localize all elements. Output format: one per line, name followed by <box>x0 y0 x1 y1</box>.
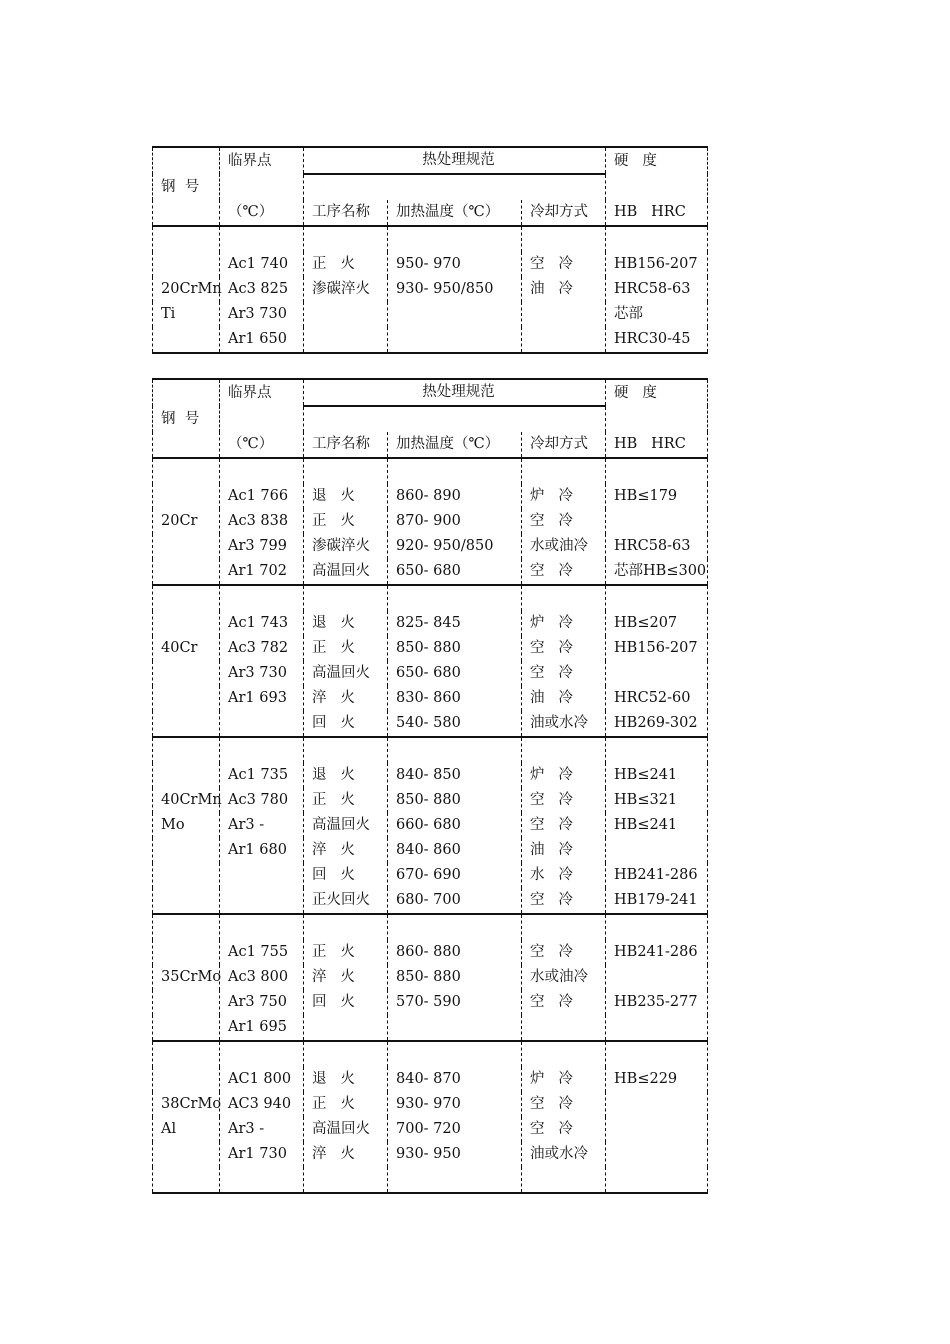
cell-temp <box>388 1015 522 1041</box>
cell-process: 淬 火 <box>304 965 388 990</box>
block-spacer <box>153 1041 708 1067</box>
block-spacer <box>153 458 708 484</box>
cell-steel: 40CrMn <box>153 788 220 813</box>
header-critical: 临界点 <box>220 147 304 174</box>
cell-cooling: 炉 冷 <box>522 1067 606 1092</box>
cell-steel: Al <box>153 1117 220 1142</box>
cell-temp: 930- 950 <box>388 1142 522 1167</box>
cell-hardness: HB179-241 <box>606 888 708 914</box>
table-row <box>153 636 708 661</box>
cell-temp: 670- 690 <box>388 863 522 888</box>
cell-hardness <box>606 838 708 863</box>
cell-critical <box>220 352 304 353</box>
cell-process: 回 火 <box>304 711 388 737</box>
cell-cooling: 油 冷 <box>522 277 606 302</box>
cell-hardness: HRC52-60 <box>606 686 708 711</box>
cell-temp <box>388 352 522 353</box>
cell-steel <box>153 1015 220 1041</box>
cell-steel <box>153 863 220 888</box>
cell-process: 退 火 <box>304 763 388 788</box>
block-spacer <box>153 737 708 763</box>
cell-steel: 20Cr <box>153 509 220 534</box>
cell-temp: 840- 870 <box>388 1067 522 1092</box>
cell-critical: Ac1 735 <box>220 763 304 788</box>
cell-critical: Ac1 755 <box>220 940 304 965</box>
cell-steel <box>153 484 220 509</box>
cell-temp: 860- 880 <box>388 940 522 965</box>
cell-temp: 850- 880 <box>388 965 522 990</box>
table1-body <box>153 226 708 353</box>
cell-process: 回 火 <box>304 863 388 888</box>
cell-temp: 660- 680 <box>388 813 522 838</box>
cell-hardness: HB≤241 <box>606 763 708 788</box>
cell-hardness: HB≤179 <box>606 484 708 509</box>
table-row <box>153 686 708 711</box>
cell-hardness: HB241-286 <box>606 863 708 888</box>
cell-process: 正 火 <box>304 1092 388 1117</box>
cell-cooling: 水或油冷 <box>522 965 606 990</box>
cell-hardness: HRC58-63 <box>606 534 708 559</box>
cell-cooling: 空 冷 <box>522 888 606 914</box>
cell-hardness: 芯部HB≤300 <box>606 559 708 585</box>
header-cooling: 冷却方式 <box>522 432 606 458</box>
cell-cooling: 空 冷 <box>522 813 606 838</box>
cell-temp: 850- 880 <box>388 788 522 813</box>
cell-critical: Ar1 695 <box>220 1015 304 1041</box>
cell-steel <box>153 888 220 914</box>
cell-cooling: 炉 冷 <box>522 763 606 788</box>
cell-steel <box>153 611 220 636</box>
heat-treatment-table-1 <box>152 146 708 354</box>
cell-steel <box>153 990 220 1015</box>
cell-cooling: 空 冷 <box>522 661 606 686</box>
table-row <box>153 1142 708 1167</box>
cell-critical: Ar1 680 <box>220 838 304 863</box>
cell-critical: Ac1 743 <box>220 611 304 636</box>
cell-hardness: HB≤321 <box>606 788 708 813</box>
cell-temp: 830- 860 <box>388 686 522 711</box>
header-hardness: 硬 度 <box>606 379 708 406</box>
cell-hardness <box>606 509 708 534</box>
cell-process: 高温回火 <box>304 1117 388 1142</box>
cell-critical: Ac3 782 <box>220 636 304 661</box>
cell-cooling: 水或油冷 <box>522 534 606 559</box>
cell-steel <box>153 661 220 686</box>
heat-treatment-table-2 <box>152 378 708 1194</box>
cell-hardness <box>606 965 708 990</box>
cell-cooling: 空 冷 <box>522 788 606 813</box>
cell-steel <box>153 1067 220 1092</box>
cell-process <box>304 302 388 327</box>
cell-cooling: 空 冷 <box>522 940 606 965</box>
cell-process: 渗碳淬火 <box>304 277 388 302</box>
cell-cooling: 油 冷 <box>522 686 606 711</box>
header-process: 工序名称 <box>304 432 388 458</box>
cell-critical: Ar1 702 <box>220 559 304 585</box>
header-hb-hrc: HB HRC <box>606 432 708 458</box>
cell-steel <box>153 559 220 585</box>
cell-hardness: 芯部 <box>606 302 708 327</box>
cell-temp: 950- 970 <box>388 252 522 277</box>
cell-cooling: 炉 冷 <box>522 484 606 509</box>
table-row <box>153 1015 708 1041</box>
table-row <box>153 252 708 277</box>
table-row <box>153 838 708 863</box>
table-row <box>153 559 708 585</box>
cell-hardness: HB241-286 <box>606 940 708 965</box>
cell-process: 高温回火 <box>304 813 388 838</box>
cell-process: 退 火 <box>304 1067 388 1092</box>
table2-header <box>153 379 708 458</box>
header-hardness: 硬 度 <box>606 147 708 174</box>
cell-critical: Ar1 693 <box>220 686 304 711</box>
cell-hardness: HB156-207 <box>606 252 708 277</box>
cell-process: 正 火 <box>304 252 388 277</box>
cell-cooling <box>522 1015 606 1041</box>
cell-critical: Ac3 838 <box>220 509 304 534</box>
table-row <box>153 484 708 509</box>
cell-hardness <box>606 1142 708 1167</box>
cell-critical: Ac1 740 <box>220 252 304 277</box>
cell-critical <box>220 863 304 888</box>
cell-cooling: 空 冷 <box>522 559 606 585</box>
cell-temp: 680- 700 <box>388 888 522 914</box>
cell-process: 回 火 <box>304 990 388 1015</box>
cell-critical: Ar3 750 <box>220 990 304 1015</box>
cell-temp: 920- 950/850 <box>388 534 522 559</box>
header-temp: 加热温度（℃） <box>388 432 522 458</box>
cell-hardness: HB156-207 <box>606 636 708 661</box>
cell-temp <box>388 327 522 352</box>
cell-critical: AC3 940 <box>220 1092 304 1117</box>
cell-hardness <box>606 1015 708 1041</box>
cell-cooling <box>522 327 606 352</box>
cell-critical: Ar3 730 <box>220 661 304 686</box>
table-row <box>153 302 708 327</box>
cell-steel: 38CrMo <box>153 1092 220 1117</box>
table-row <box>153 763 708 788</box>
cell-critical: Ar3 - <box>220 1117 304 1142</box>
cell-cooling <box>522 352 606 353</box>
header-temp: 加热温度（℃） <box>388 200 522 226</box>
cell-temp: 700- 720 <box>388 1117 522 1142</box>
cell-process: 高温回火 <box>304 661 388 686</box>
block-spacer <box>153 585 708 611</box>
cell-critical: Ac3 825 <box>220 277 304 302</box>
cell-critical: Ar3 - <box>220 813 304 838</box>
table-row <box>153 661 708 686</box>
cell-cooling: 水 冷 <box>522 863 606 888</box>
cell-process: 淬 火 <box>304 838 388 863</box>
cell-process <box>304 1015 388 1041</box>
table-row <box>153 277 708 302</box>
cell-process: 正 火 <box>304 509 388 534</box>
cell-cooling: 空 冷 <box>522 990 606 1015</box>
cell-critical: Ac1 766 <box>220 484 304 509</box>
cell-critical: Ar3 799 <box>220 534 304 559</box>
cell-steel <box>153 763 220 788</box>
cell-process: 退 火 <box>304 611 388 636</box>
cell-process <box>304 327 388 352</box>
cell-hardness: HB≤241 <box>606 813 708 838</box>
cell-steel <box>153 252 220 277</box>
cell-hardness: HB235-277 <box>606 990 708 1015</box>
cell-cooling: 空 冷 <box>522 252 606 277</box>
table1-header <box>153 147 708 226</box>
header-hb-hrc: HB HRC <box>606 200 708 226</box>
header-spec: 热处理规范 <box>304 147 606 174</box>
document <box>152 146 707 1194</box>
table-row <box>153 888 708 914</box>
header-steel: 钢 号 <box>153 174 220 200</box>
cell-hardness: HB269-302 <box>606 711 708 737</box>
header-celsius: （℃） <box>220 200 304 226</box>
cell-cooling: 空 冷 <box>522 509 606 534</box>
cell-cooling: 空 冷 <box>522 1117 606 1142</box>
cell-hardness: HRC58-63 <box>606 277 708 302</box>
table-row <box>153 863 708 888</box>
table-row <box>153 327 708 352</box>
cell-steel: 35CrMo <box>153 965 220 990</box>
table2-body <box>153 458 708 1193</box>
header-critical: 临界点 <box>220 379 304 406</box>
cell-cooling: 油或水冷 <box>522 1142 606 1167</box>
cell-hardness <box>606 1092 708 1117</box>
header-process: 工序名称 <box>304 200 388 226</box>
table-row <box>153 940 708 965</box>
cell-critical: AC1 800 <box>220 1067 304 1092</box>
cell-temp <box>388 302 522 327</box>
cell-critical: Ar1 650 <box>220 327 304 352</box>
cell-steel <box>153 352 220 353</box>
cell-temp: 930- 950/850 <box>388 277 522 302</box>
cell-hardness: HRC30-45 <box>606 327 708 352</box>
cell-process: 淬 火 <box>304 1142 388 1167</box>
cell-steel <box>153 838 220 863</box>
cell-steel <box>153 534 220 559</box>
cell-temp: 650- 680 <box>388 559 522 585</box>
cell-steel <box>153 711 220 737</box>
cell-temp: 825- 845 <box>388 611 522 636</box>
cell-process: 正 火 <box>304 636 388 661</box>
cell-temp: 650- 680 <box>388 661 522 686</box>
cell-process: 正 火 <box>304 940 388 965</box>
table-row <box>153 990 708 1015</box>
cell-cooling: 空 冷 <box>522 636 606 661</box>
cell-steel <box>153 1142 220 1167</box>
cell-temp: 860- 890 <box>388 484 522 509</box>
block-spacer <box>153 914 708 940</box>
table-row <box>153 813 708 838</box>
cell-temp: 540- 580 <box>388 711 522 737</box>
cell-critical: Ar3 730 <box>220 302 304 327</box>
cell-cooling <box>522 302 606 327</box>
cell-temp: 930- 970 <box>388 1092 522 1117</box>
table-row <box>153 352 708 353</box>
cell-steel <box>153 327 220 352</box>
table-row <box>153 788 708 813</box>
cell-steel: 40Cr <box>153 636 220 661</box>
cell-hardness <box>606 1117 708 1142</box>
cell-steel: Mo <box>153 813 220 838</box>
cell-critical: Ac3 800 <box>220 965 304 990</box>
header-celsius: （℃） <box>220 432 304 458</box>
cell-temp: 570- 590 <box>388 990 522 1015</box>
table-row <box>153 1067 708 1092</box>
cell-cooling: 油或水冷 <box>522 711 606 737</box>
cell-critical <box>220 711 304 737</box>
table-row <box>153 711 708 737</box>
cell-steel: 20CrMn <box>153 277 220 302</box>
table-row <box>153 1117 708 1142</box>
cell-temp: 840- 860 <box>388 838 522 863</box>
cell-process: 正火回火 <box>304 888 388 914</box>
cell-process <box>304 352 388 353</box>
cell-temp: 840- 850 <box>388 763 522 788</box>
cell-critical: Ar1 730 <box>220 1142 304 1167</box>
header-steel: 钢 号 <box>153 406 220 432</box>
cell-temp: 870- 900 <box>388 509 522 534</box>
header-cooling: 冷却方式 <box>522 200 606 226</box>
table-row <box>153 965 708 990</box>
cell-process: 退 火 <box>304 484 388 509</box>
cell-process: 淬 火 <box>304 686 388 711</box>
cell-cooling: 油 冷 <box>522 838 606 863</box>
table-row <box>153 534 708 559</box>
cell-steel: Ti <box>153 302 220 327</box>
cell-hardness <box>606 352 708 353</box>
cell-hardness: HB≤229 <box>606 1067 708 1092</box>
cell-cooling: 炉 冷 <box>522 611 606 636</box>
cell-steel <box>153 686 220 711</box>
cell-hardness: HB≤207 <box>606 611 708 636</box>
cell-process: 高温回火 <box>304 559 388 585</box>
table-row <box>153 509 708 534</box>
table-row <box>153 1092 708 1117</box>
table-row <box>153 611 708 636</box>
cell-critical: Ac3 780 <box>220 788 304 813</box>
header-spec: 热处理规范 <box>304 379 606 406</box>
cell-hardness <box>606 661 708 686</box>
cell-process: 渗碳淬火 <box>304 534 388 559</box>
cell-steel <box>153 940 220 965</box>
cell-cooling: 空 冷 <box>522 1092 606 1117</box>
cell-temp: 850- 880 <box>388 636 522 661</box>
cell-critical <box>220 888 304 914</box>
cell-process: 正 火 <box>304 788 388 813</box>
